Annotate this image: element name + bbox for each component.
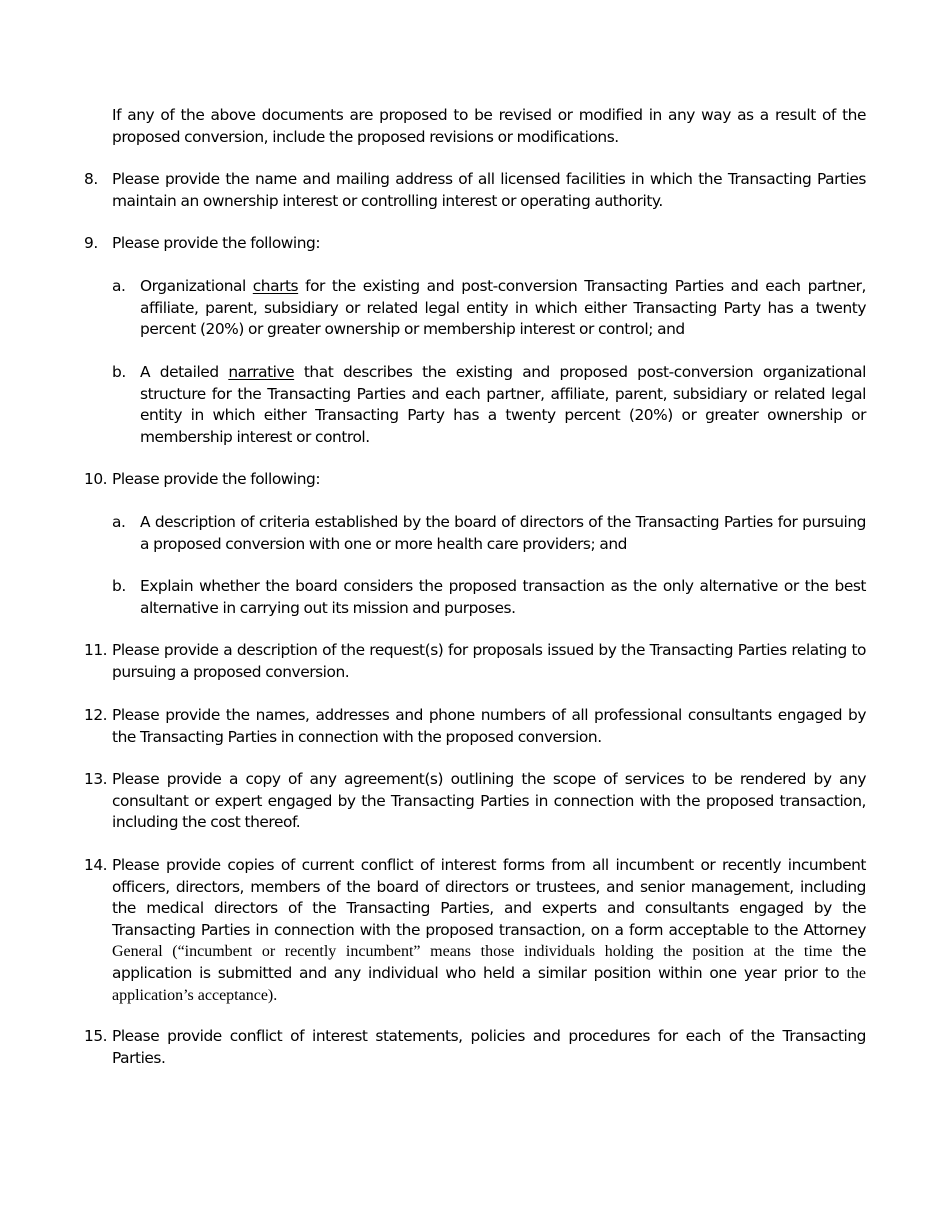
item-number: 8. (84, 170, 98, 188)
item-text: Please provide a copy of any agreement(s) outlining the scope of services to be rendered by any consultant or expert engaged by the Transacting Parties in connection with the proposed transaction, including the cost thereof. (112, 770, 866, 832)
sub-item-label: a. (112, 513, 126, 531)
sub-item-text-pre: A detailed (140, 363, 229, 381)
list-item-8 (84, 169, 866, 212)
sub-item-text-pre: Organizational (140, 277, 253, 295)
item-number: 11. (84, 641, 108, 659)
item-text-part2: General (“incumbent or recently incumbent” means those individuals holding the position at the time (112, 943, 833, 961)
item-number: 9. (84, 234, 98, 252)
item-text: Please provide the following: (112, 234, 321, 252)
sub-item-text: Explain whether the board considers the proposed transaction as the only alternative or the best alternative in carrying out its mission and purposes. (140, 577, 866, 617)
item-text-part4: the application’s acceptance). (112, 964, 866, 1004)
item-text: Please provide the following: (112, 470, 321, 488)
sub-item-text (140, 276, 866, 341)
sub-item-text: A description of criteria established by the board of directors of the Transacting Parties for pursuing a proposed conversion with one or more health care providers; and (140, 513, 866, 553)
sub-item-label: a. (112, 277, 126, 295)
item-text (112, 855, 866, 1006)
list-item-15 (84, 1026, 866, 1069)
sub-item-text (140, 362, 866, 448)
list-item-13 (84, 769, 866, 834)
list-item-9 (84, 233, 866, 255)
list-item-14 (84, 855, 866, 1006)
list-item-11 (84, 640, 866, 683)
item-number: 14. (84, 856, 108, 874)
sub-item-10b (112, 576, 866, 619)
sub-item-label: b. (112, 577, 126, 595)
item-text: Please provide conflict of interest statements, policies and procedures for each of the Transacting Parties. (112, 1027, 866, 1067)
sub-item-text-post: that describes the existing and proposed post-conversion organizational structure for the Transacting Parties and each partner, affiliate, parent, subsidiary or related legal entity in which either Transacting Party has a twenty percent (20%) or greater ownership or membership interest or control. (140, 363, 866, 446)
sub-item-10a (112, 512, 866, 555)
list-item-10 (84, 469, 866, 491)
item-text-part3: the application is submitted and any individual who held a similar position within one year prior to (112, 942, 866, 982)
intro-text: If any of the above documents are proposed to be revised or modified in any way as a result of the proposed conversion, include the proposed revisions or modifications. (112, 106, 866, 146)
sub-item-label: b. (112, 363, 126, 381)
item-text: Please provide the name and mailing address of all licensed facilities in which the Transacting Parties maintain an ownership interest or controlling interest or operating authority. (112, 170, 866, 210)
item-number: 10. (84, 470, 108, 488)
underlined-term-charts: charts (252, 277, 299, 295)
item-text: Please provide a description of the request(s) for proposals issued by the Transacting Parties relating to pursuing a proposed conversion. (112, 641, 866, 681)
sub-item-text-post: for the existing and post-conversion Transacting Parties and each partner, affiliate, parent, subsidiary or related legal entity in which either Transacting Party has a twenty percent (20%) or greater ownership or membership interest or control; and (140, 277, 866, 339)
item-text: Please provide the names, addresses and phone numbers of all professional consultants engaged by the Transacting Parties in connection with the proposed conversion. (112, 706, 866, 746)
sub-item-9a (112, 276, 866, 341)
item-text-part1: Please provide copies of current conflict of interest forms from all incumbent or recently incumbent officers, directors, members of the board of directors or trustees, and senior management, including the medical directors of the Transacting Parties, and experts and consultants engaged by the Transacting Parties in connection with the proposed transaction, on a form acceptable to the Attorney (112, 856, 866, 939)
item-number: 13. (84, 770, 108, 788)
item-number: 15. (84, 1027, 108, 1045)
intro-paragraph (84, 105, 866, 148)
list-item-12 (84, 705, 866, 748)
item-number: 12. (84, 706, 108, 724)
sub-item-9b (112, 362, 866, 448)
underlined-term-narrative: narrative (228, 363, 295, 381)
